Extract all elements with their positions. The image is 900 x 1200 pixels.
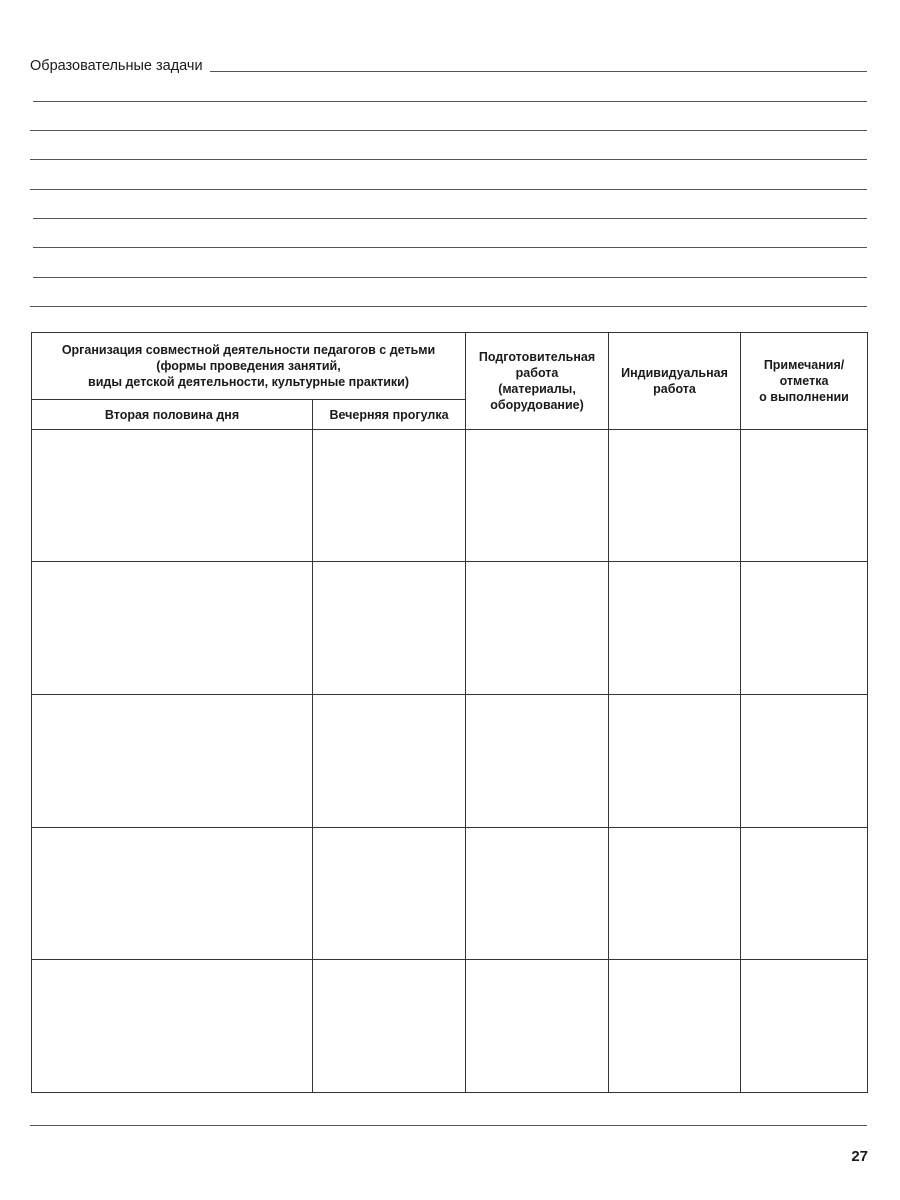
table-cell[interactable] (32, 828, 313, 960)
header-notes-line-2: отметка (779, 374, 829, 388)
writing-line-8[interactable] (33, 277, 867, 278)
header-joint-activity-line-3: виды детской деятельности, культурные практики) (88, 375, 409, 389)
table-cell[interactable] (313, 695, 466, 828)
table-cell[interactable] (466, 430, 609, 562)
header-joint-activity (32, 333, 466, 400)
table-cell[interactable] (32, 562, 313, 695)
table-row (32, 828, 868, 960)
table-cell[interactable] (466, 562, 609, 695)
header-preparatory-line-2: работа (515, 366, 559, 380)
header-notes-line-3: о выполнении (759, 390, 849, 404)
table-cell[interactable] (741, 562, 868, 695)
educational-tasks-label: Образовательные задачи (30, 58, 203, 74)
writing-line-7[interactable] (33, 247, 867, 248)
table-cell[interactable] (313, 828, 466, 960)
table-cell[interactable] (32, 695, 313, 828)
table-cell[interactable] (741, 695, 868, 828)
table-row (32, 695, 868, 828)
header-individual-line-1: Индивидуальная (621, 366, 728, 380)
writing-line-2[interactable] (33, 101, 867, 102)
table-cell[interactable] (32, 430, 313, 562)
table-cell[interactable] (741, 960, 868, 1093)
table-cell[interactable] (466, 960, 609, 1093)
header-individual-work (609, 333, 741, 430)
table-cell[interactable] (466, 828, 609, 960)
table-cell[interactable] (609, 960, 741, 1093)
table-cell[interactable] (609, 828, 741, 960)
table-cell[interactable] (313, 562, 466, 695)
table-cell[interactable] (609, 562, 741, 695)
table-cell[interactable] (741, 430, 868, 562)
footer-divider (30, 1125, 867, 1126)
header-preparatory-line-1: Подготовительная (478, 350, 596, 364)
table-cell[interactable] (32, 960, 313, 1093)
table-cell[interactable] (313, 430, 466, 562)
table-row (32, 960, 868, 1093)
header-individual-line-2: работа (653, 382, 696, 396)
table-cell[interactable] (466, 695, 609, 828)
table-cell[interactable] (609, 430, 741, 562)
writing-line-6[interactable] (33, 218, 867, 219)
writing-line-5[interactable] (30, 189, 867, 190)
page-number: 27 (851, 1148, 868, 1165)
writing-line-1[interactable] (210, 71, 867, 72)
header-notes (741, 333, 868, 430)
planning-table (31, 332, 868, 1093)
table-cell[interactable] (741, 828, 868, 960)
writing-line-3[interactable] (30, 130, 867, 131)
writing-line-4[interactable] (30, 159, 867, 160)
table-row (32, 562, 868, 695)
header-joint-activity-line-2: (формы проведения занятий, (156, 359, 341, 373)
header-second-half-day: Вторая половина дня (32, 400, 313, 430)
header-preparatory-line-4: оборудование) (490, 398, 584, 412)
writing-line-9[interactable] (30, 306, 867, 307)
header-preparatory-work (466, 333, 609, 430)
table-row (32, 430, 868, 562)
header-preparatory-line-3: (материалы, (498, 382, 576, 396)
table-cell[interactable] (609, 695, 741, 828)
header-joint-activity-line-1: Организация совместной деятельности педагогов с детьми (61, 343, 436, 357)
table-cell[interactable] (313, 960, 466, 1093)
header-notes-line-1: Примечания/ (763, 358, 845, 372)
header-evening-walk: Вечерняя прогулка (313, 400, 466, 430)
